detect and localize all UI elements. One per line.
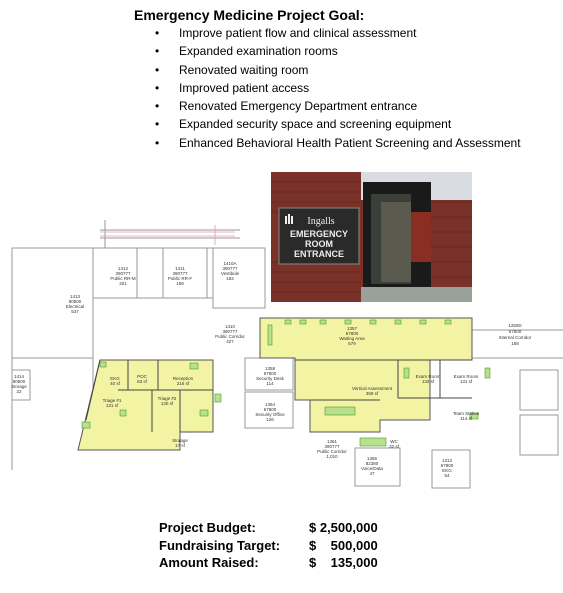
svg-text:130 sf: 130 sf (160, 401, 174, 406)
svg-text:1414: 1414 (13, 374, 25, 379)
goal-item: • Improve patient flow and clinical assessment (155, 26, 417, 40)
sign-line-2: EMERGENCY (289, 229, 349, 239)
svg-text:1,010: 1,010 (326, 454, 338, 459)
fundraising-target-label: Fundraising Target: (159, 537, 281, 553)
svg-text:1413: 1413 (69, 294, 81, 299)
project-budget-label: Project Budget: (159, 520, 256, 535)
svg-text:201: 201 (119, 281, 127, 286)
svg-text:1410: 1410 (224, 324, 236, 329)
sign-line-3: ROOM (305, 239, 333, 249)
goal-item: • Renovated waiting room (155, 62, 309, 77)
amount-raised-label: Amount Raised: (159, 555, 259, 570)
svg-text:Storage: Storage (11, 384, 27, 389)
svg-text:Exam Room: Exam Room (453, 374, 479, 379)
svg-text:189: 189 (176, 281, 184, 286)
bullet-icon: • (155, 80, 160, 95)
svg-text:32 sf: 32 sf (389, 444, 399, 449)
goals-list (155, 24, 521, 152)
svg-text:Public Corridor: Public Corridor (317, 449, 347, 454)
svg-text:Triage #2: Triage #2 (157, 396, 177, 401)
amount-raised-row (159, 554, 399, 572)
svg-text:1313: 1313 (441, 458, 453, 463)
svg-text:131 sf: 131 sf (459, 379, 473, 384)
svg-text:80500: 80500 (68, 299, 82, 304)
svg-text:Public RR-F: Public RR-F (167, 276, 193, 281)
bullet-icon: • (155, 99, 160, 114)
svg-text:Exam Room: Exam Room (415, 374, 441, 379)
svg-text:1410A: 1410A (223, 261, 237, 266)
svg-text:Public RR-M: Public RR-M (110, 276, 136, 281)
svg-text:390777: 390777 (222, 266, 238, 271)
svg-text:1358: 1358 (264, 366, 276, 371)
finance-summary (159, 519, 399, 572)
svg-text:1361: 1361 (326, 439, 338, 444)
svg-text:158: 158 (511, 341, 519, 346)
fundraising-target-value: $ 500,000 (309, 537, 378, 553)
project-budget-value: $ 2,500,000 (309, 520, 378, 535)
fundraising-target-row (159, 537, 399, 555)
goal-item: • Expanded security space and screening equipment (155, 117, 452, 132)
svg-text:67800: 67800 (345, 331, 359, 336)
bullet-icon: • (155, 26, 160, 40)
svg-text:EKG: EKG (110, 376, 120, 381)
svg-text:1356: 1356 (366, 456, 378, 461)
svg-text:216 sf: 216 sf (176, 381, 190, 386)
svg-text:390777: 390777 (222, 329, 238, 334)
svg-text:Storage: Storage (172, 438, 188, 443)
svg-text:Team Station: Team Station (452, 411, 480, 416)
svg-text:Internal Corridor: Internal Corridor (498, 335, 532, 340)
svg-text:47: 47 (369, 471, 375, 476)
svg-text:17 sf: 17 sf (175, 443, 185, 448)
svg-text:390777: 390777 (324, 444, 340, 449)
svg-text:Security Desk: Security Desk (256, 376, 284, 381)
bullet-icon: • (155, 117, 160, 132)
svg-text:132 sf: 132 sf (421, 379, 435, 384)
svg-text:63 sf: 63 sf (137, 379, 147, 384)
sign-line-1: Ingalls (307, 216, 335, 227)
amount-raised-value: $ 135,000 (309, 555, 378, 570)
svg-text:40 sf: 40 sf (110, 381, 120, 386)
svg-text:Security Office: Security Office (255, 412, 285, 417)
svg-text:427: 427 (226, 339, 234, 344)
project-budget-row (159, 519, 399, 537)
svg-text:679: 679 (348, 341, 356, 346)
svg-text:POC: POC (137, 374, 147, 379)
goal-item: • Enhanced Behavioral Health Patient Screening and Assessment (155, 135, 521, 150)
svg-text:22: 22 (16, 389, 22, 394)
svg-text:Triage #1: Triage #1 (102, 398, 122, 403)
svg-text:126: 126 (266, 417, 274, 422)
svg-text:WC: WC (390, 439, 398, 444)
bullet-icon: • (155, 135, 160, 150)
page-title: Emergency Medicine Project Goal: (134, 7, 365, 23)
svg-text:182: 182 (226, 276, 234, 281)
svg-text:EKG: EKG (442, 468, 452, 473)
sign-line-4: ENTRANCE (293, 249, 345, 259)
goal-item: • Expanded examination rooms (155, 44, 338, 59)
svg-text:1357: 1357 (346, 326, 358, 331)
svg-text:Reception: Reception (172, 376, 194, 381)
goal-item: • Renovated Emergency Department entrance (155, 99, 418, 114)
svg-text:82380: 82380 (365, 461, 379, 466)
svg-text:390777: 390777 (172, 271, 188, 276)
svg-text:Public Corridor: Public Corridor (215, 334, 245, 339)
entrance-photo (271, 172, 472, 302)
bullet-icon: • (155, 62, 160, 77)
svg-text:1364: 1364 (264, 402, 276, 407)
svg-text:Waiting Area: Waiting Area (339, 336, 365, 341)
svg-text:Voice/Data: Voice/Data (361, 466, 383, 471)
svg-text:67800: 67800 (508, 329, 522, 334)
svg-text:359 sf: 359 sf (365, 391, 379, 396)
svg-text:1412: 1412 (117, 266, 129, 271)
goal-item: • Improved patient access (155, 80, 310, 95)
svg-text:390777: 390777 (115, 271, 131, 276)
svg-text:67800: 67800 (263, 371, 277, 376)
svg-text:67800: 67800 (440, 463, 454, 468)
svg-text:Vertical Assessment: Vertical Assessment (351, 386, 393, 391)
svg-text:114: 114 (266, 381, 274, 386)
svg-text:537: 537 (71, 309, 79, 314)
bullet-icon: • (155, 44, 160, 59)
svg-text:Vestibule: Vestibule (220, 271, 240, 276)
svg-text:80500: 80500 (12, 379, 26, 384)
svg-text:67800: 67800 (263, 407, 277, 412)
svg-text:54: 54 (444, 473, 450, 478)
svg-text:Electrical: Electrical (65, 304, 85, 309)
svg-text:1250D: 1250D (508, 323, 522, 328)
svg-text:114 sf: 114 sf (460, 416, 472, 421)
svg-text:131 sf: 131 sf (105, 403, 119, 408)
svg-text:1411: 1411 (175, 266, 185, 271)
renovation-area (78, 318, 472, 450)
